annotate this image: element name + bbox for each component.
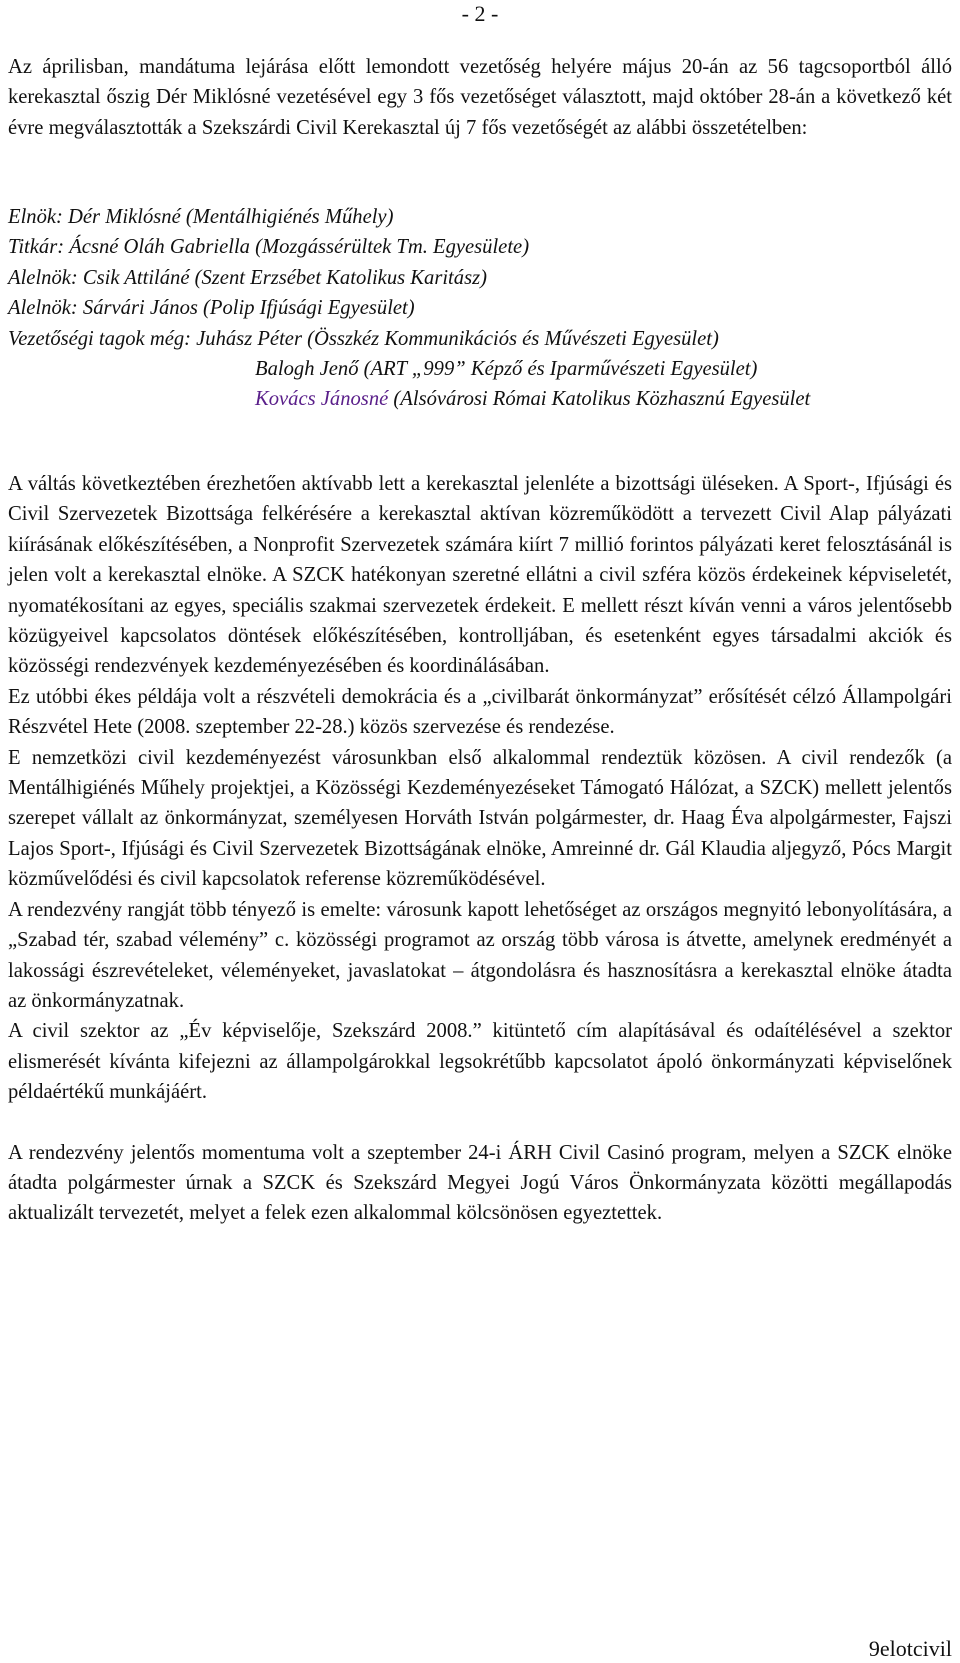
paragraph-3: E nemzetközi civil kezdeményezést városunkban első alkalommal rendeztük közösen. A civil rendezők (a Mentálhigiénés Műhely projektjei, a Közösségi Kezdeményezéseket Támogató Hálózat, a SZCK) mellett jelentős szerepet vállalt az önkormányzat, személyesen Horváth István polgármester, dr. Haag Éva alpolgármester, Fajszi Lajos Sport-, Ifjúsági és Civil Szervezetek Bizottságának elnöke, Amreinné dr. Gál Klaudia aljegyző, Pócs Margit közművelődési és civil kapcsolatok referense közreműködésével. (8, 746, 952, 891)
leadership-member-kovacs (8, 384, 952, 414)
leadership-members: Vezetőségi tagok még: Juhász Péter (Összkéz Kommunikációs és Művészeti Egyesület) (8, 327, 719, 350)
leadership-secretary: Titkár: Ácsné Oláh Gabriella (Mozgássérültek Tm. Egyesülete) (8, 236, 530, 259)
leadership-list (8, 202, 952, 415)
paragraph-6: A rendezvény jelentős momentuma volt a szeptember 24-i ÁRH Civil Casinó program, melyen a SZCK elnöke átadta polgármester úrnak a SZCK és Szekszárd Megyei Jogú Város Önkormányzata közötti megállapodás aktualizált tervezetét, melyet a felek ezen alkalommal kölcsönösen egyeztettek. (8, 1141, 952, 1225)
member-org-kovacs: (Alsóvárosi Római Katolikus Közhasznú Egyesület (388, 388, 811, 411)
footer-filename: 9elotcivil (868, 1636, 952, 1661)
leadership-vice-president-2: Alelnök: Sárvári János (Polip Ifjúsági Egyesület) (8, 297, 415, 320)
leadership-member-balogh: Balogh Jenő (ART „999” Képző és Iparművészeti Egyesület) (255, 358, 758, 381)
paragraph-5: A civil szektor az „Év képviselője, Szekszárd 2008.” kitüntető cím alapításával és odaítélésével a szektor elismerését kívánta kifejezni az állampolgárokkal legsokrétűbb kapcsolatot ápoló önkormányzati képviselőnek példaértékű munkájáért. (8, 1020, 952, 1104)
leadership-vice-president-1: Alelnök: Csik Attiláné (Szent Erzsébet Katolikus Karitász) (8, 266, 487, 289)
paragraph-4: A rendezvény rangját több tényező is emelte: városunk kapott lehetőséget az országos megnyitó lebonyolítására, a „Szabad tér, szabad vélemény” c. közösségi programot az ország több városa is átvette, amelynek eredményét a lakossági észrevételeket, véleményeket, javaslatokat – átgondolásra és hasznosításra a kerekasztal elnöke átadta az önkormányzatnak. (8, 898, 952, 1012)
main-body (8, 469, 952, 1229)
member-name-kovacs: Kovács Jánosné (255, 388, 389, 411)
intro-paragraph: Az áprilisban, mandátuma lejárása előtt lemondott vezetőség helyére május 20-án az 56 tagcsoportból álló kerekasztal őszig Dér Miklósné vezetésével egy 3 fős vezetőséget választott, majd október 28-án a következő két évre megválasztották a Szekszárdi Civil Kerekasztal új 7 fős vezetőségét az alábbi összetételben: (8, 56, 952, 139)
paragraph-1: A váltás következtében érezhetően aktívabb lett a kerekasztal jelenléte a bizottsági üléseken. A Sport-, Ifjúsági és Civil Szervezetek Bizottsága felkérésére a kerekasztal aktívan közreműködött a tervezett Civil Alap pályázati kiírásának előkészítésében, a Nonprofit Szervezetek számára kiírt 7 millió forintos pályázati keret felosztásánál is jelen volt a kerekasztal elnöke. A SZCK hatékonyan szeretné ellátni a civil szféra közös érdekeinek képviseletét, nyomatékosítani az egyes, speciális szakmai szervezetek érdekeit. E mellett részt kíván venni a város jelentősebb közügyeivel kapcsolatos döntések előkészítésében, kontrolljában, és esetenként egyes társadalmi akciók és közösségi rendezvények kezdeményezésében és koordinálásában. (8, 473, 952, 678)
paragraph-2: Ez utóbbi ékes példája volt a részvételi demokrácia és a „civilbarát önkormányzat” erősítését célzó Állampolgári Részvétel Hete (2008. szeptember 22-28.) közös szervezése és rendezése. (8, 685, 952, 739)
page-number: - 2 - (461, 1, 499, 26)
leadership-president: Elnök: Dér Miklósné (Mentálhigiénés Műhely) (8, 206, 394, 228)
